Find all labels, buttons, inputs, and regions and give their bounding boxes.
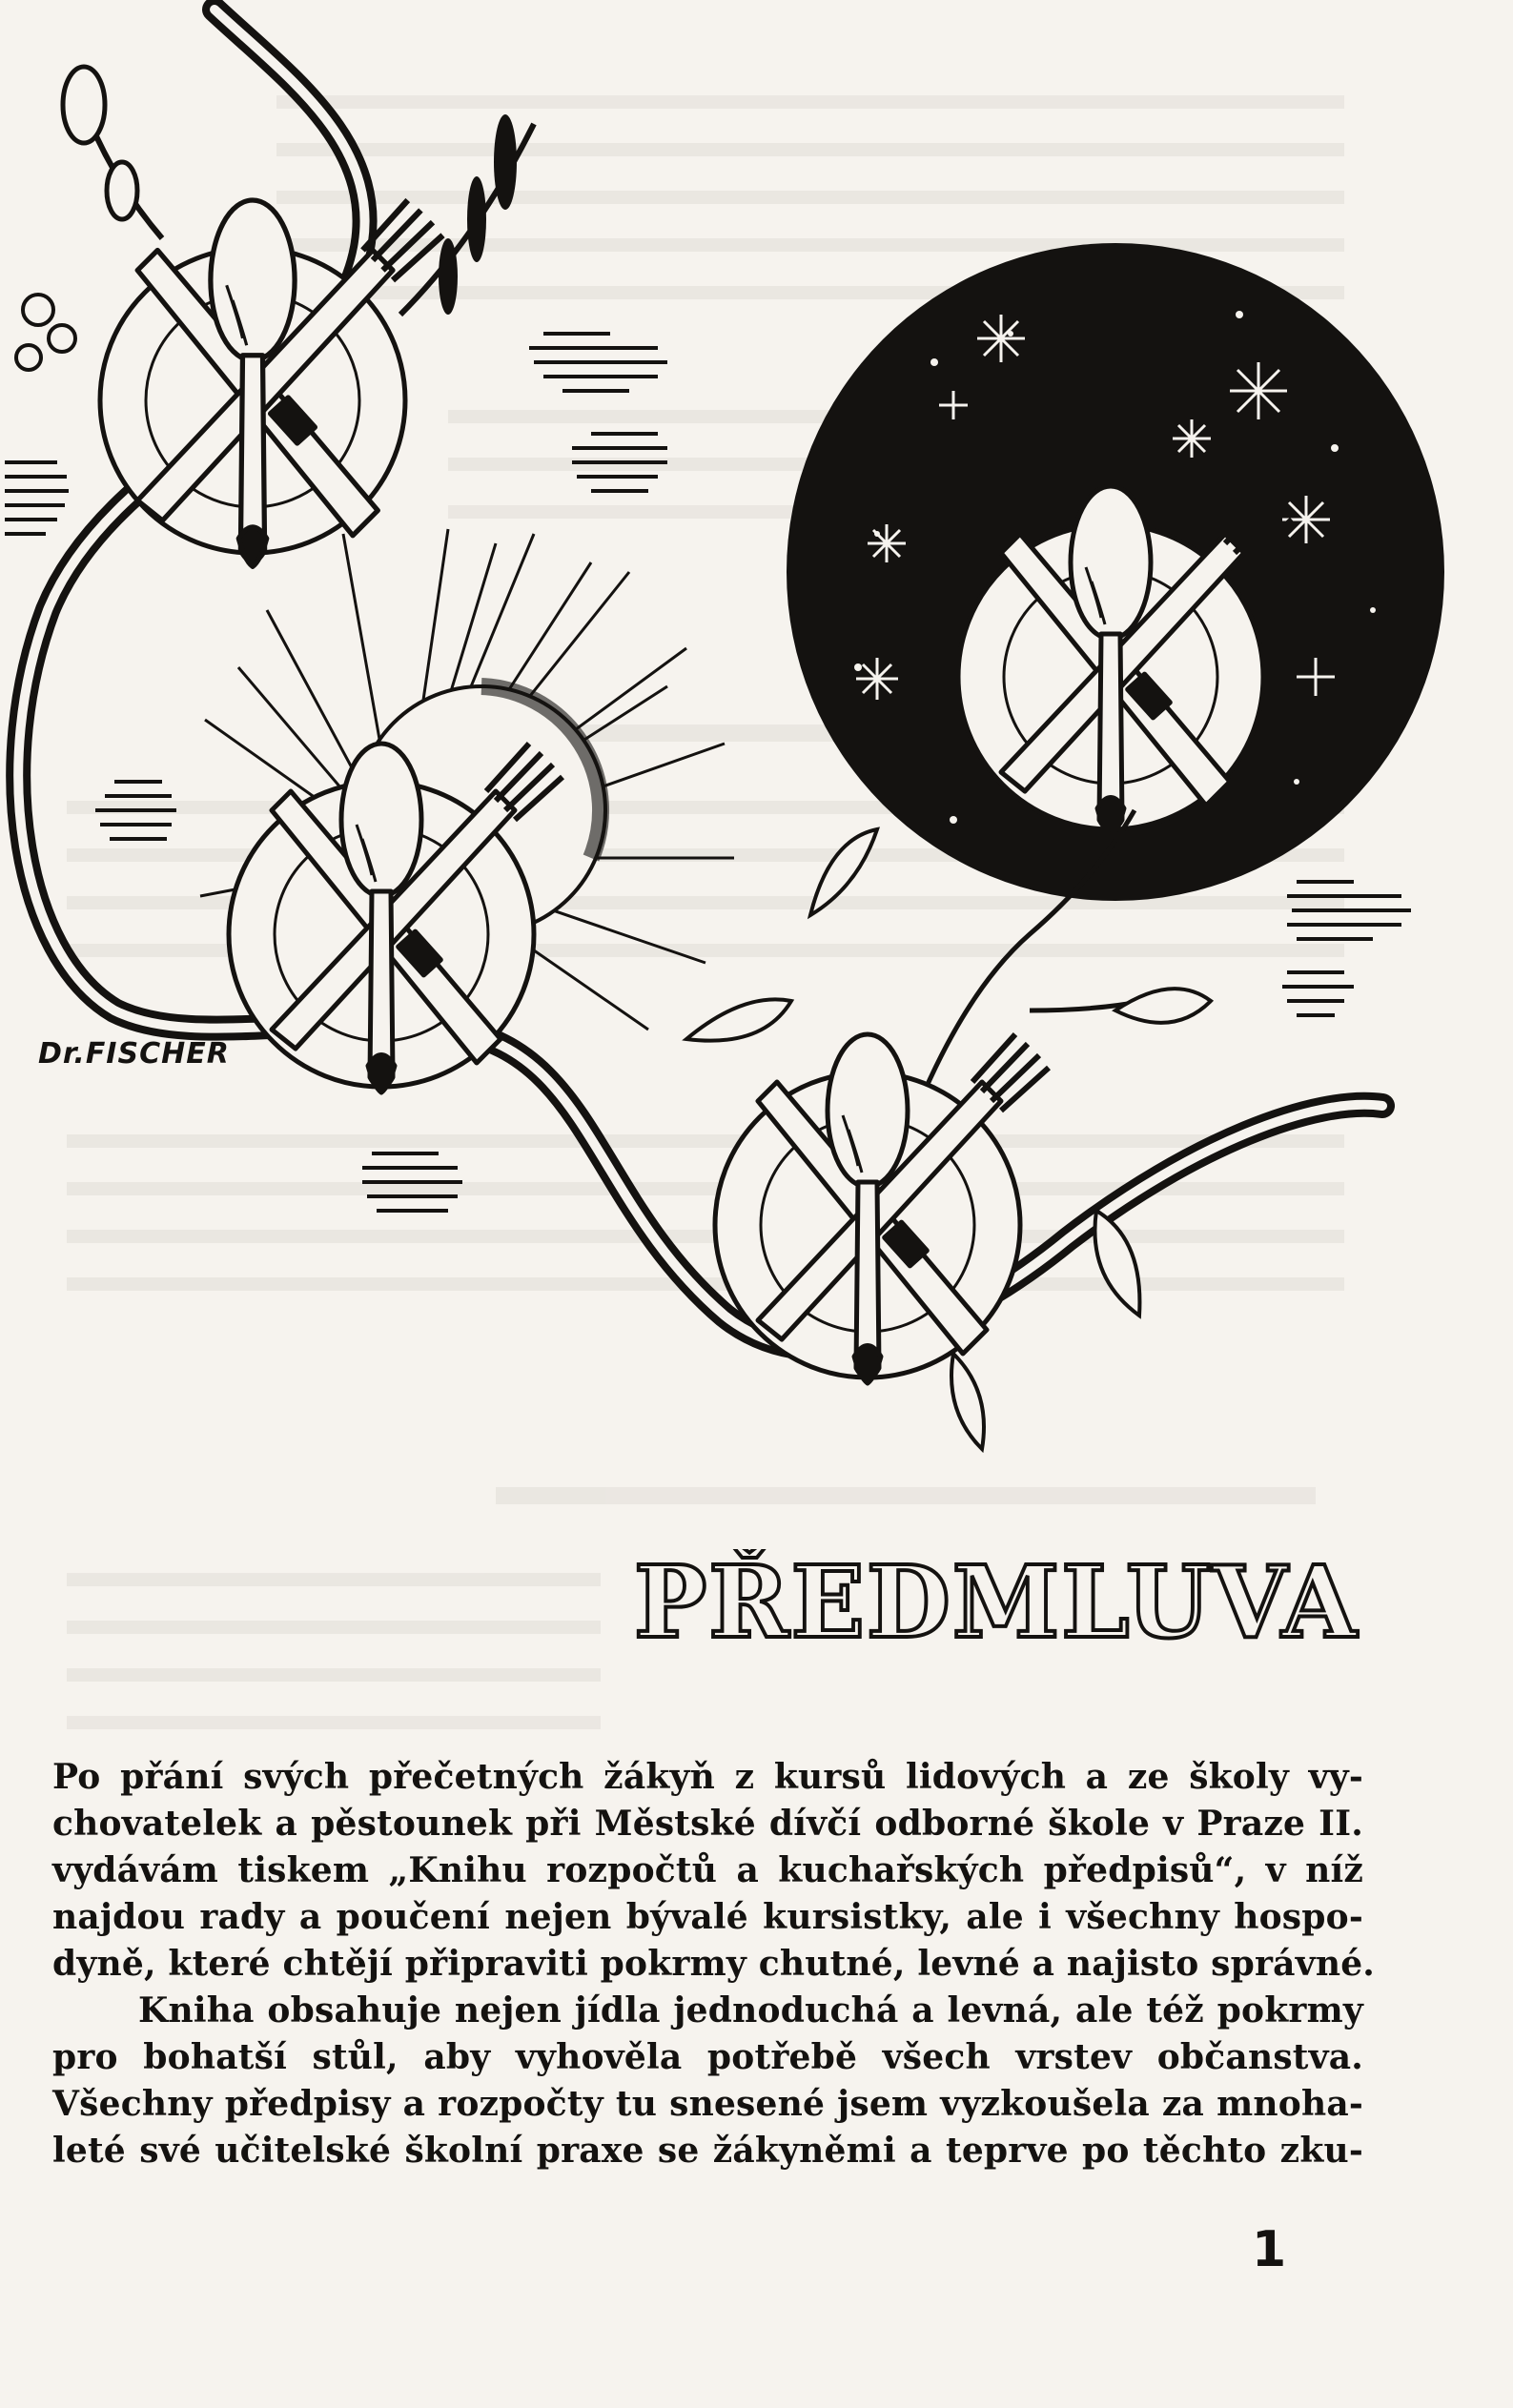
text-line: vydávám tiskem „Knihu rozpočtů a kuchařských předpisů“, v níž <box>52 1850 1363 1890</box>
illustrator-signature: Dr.FISCHER <box>38 1037 230 1071</box>
text-line: pro bohatší stůl, aby vyhověla potřebě všech vrstev občanstva. <box>52 2037 1363 2077</box>
text-line: chovatelek a pěstounek při Městské dívčí odborné škole v Praze II. <box>52 1804 1363 1844</box>
text-line: Kniha obsahuje nejen jídla jednoduchá a levná, ale též pokrmy <box>138 1990 1363 2030</box>
text-line: Všechny předpisy a rozpočty tu snesené jsem vyzkoušela za mnoha- <box>52 2084 1363 2124</box>
paragraph-1 <box>52 1754 1376 1988</box>
text-line: najdou rady a poučení nejen bývalé kursistky, ale i všechny hospo- <box>52 1897 1363 1937</box>
text-line: Po přání svých přečetných žákyň z kursů lidových a ze školy vy- <box>52 1757 1363 1797</box>
preface-body <box>52 1754 1376 2174</box>
text-line: leté své učitelské školní praxe se žákyněmi a teprve po těchto zku- <box>52 2131 1363 2171</box>
page-number: 1 <box>1252 2221 1287 2278</box>
text-line: dyně, které chtějí připraviti pokrmy chutné, levné a najisto správné. <box>52 1944 1376 1984</box>
paragraph-2 <box>52 1988 1363 2174</box>
chapter-heading-text: PŘEDMLUVA <box>634 1549 1359 1654</box>
chapter-heading <box>629 1549 1363 1654</box>
